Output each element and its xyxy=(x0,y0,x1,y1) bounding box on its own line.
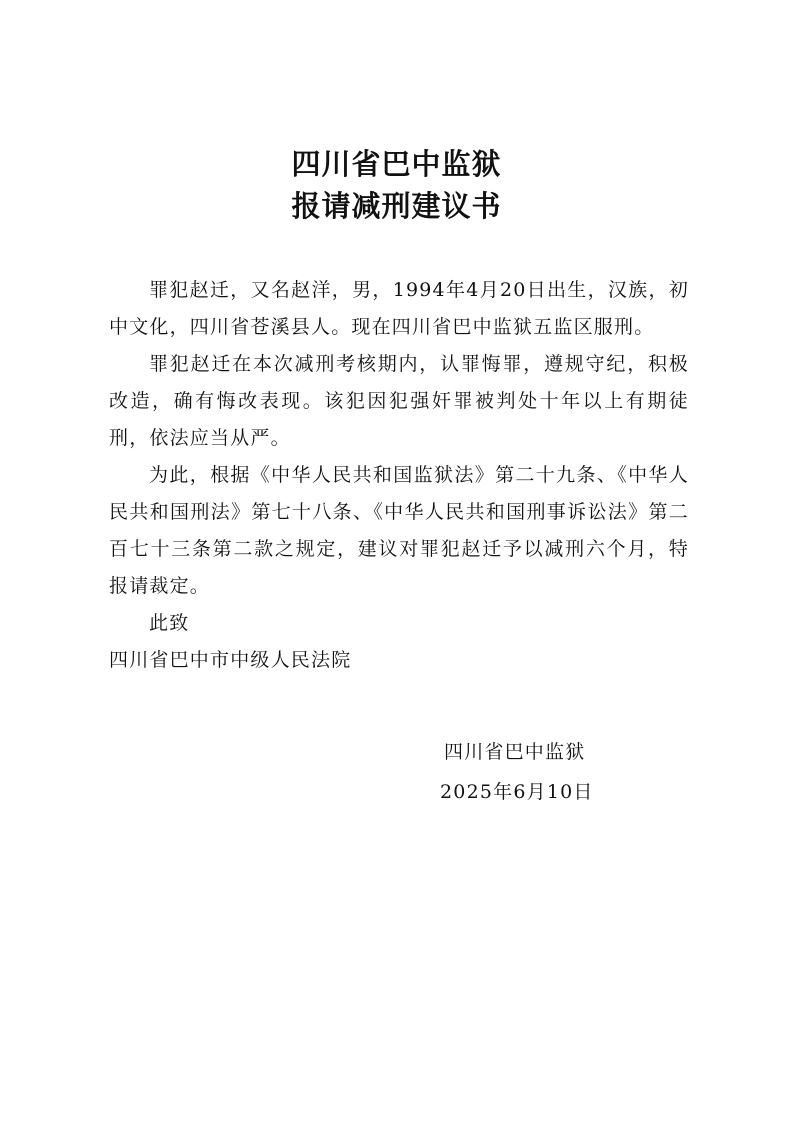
signature-block xyxy=(440,732,594,812)
closing-salutation: 此致 xyxy=(149,612,190,634)
addressee-court: 四川省巴中市中级人民法院 xyxy=(109,649,352,671)
paragraph-legal-basis: 为此，根据《中华人民共和国监狱法》第二十九条、《中华人民共和国刑法》第七十八条、《中华人民共和国刑事诉讼法》第二百七十三条第二款之规定，建议对罪犯赵迁予以减刑六个月，特报请裁定。 xyxy=(109,464,689,597)
signature-org: 四川省巴中监狱 xyxy=(444,741,586,763)
document-title-line2: 报请减刑建议书 xyxy=(291,189,502,223)
document-body xyxy=(109,272,689,679)
document-title-line1: 四川省巴中监狱 xyxy=(291,147,502,181)
signature-date: 2025年6月10日 xyxy=(440,781,594,803)
paragraph-performance: 罪犯赵迁在本次减刑考核期内，认罪悔罪，遵规守纪，积极改造，确有悔改表现。该犯因犯强奸罪被判处十年以上有期徒刑，依法应当从严。 xyxy=(109,353,689,449)
paragraph-criminal-info: 罪犯赵迁，又名赵洋，男，1994年4月20日出生，汉族，初中文化，四川省苍溪县人。现在四川省巴中监狱五监区服刑。 xyxy=(109,279,689,338)
